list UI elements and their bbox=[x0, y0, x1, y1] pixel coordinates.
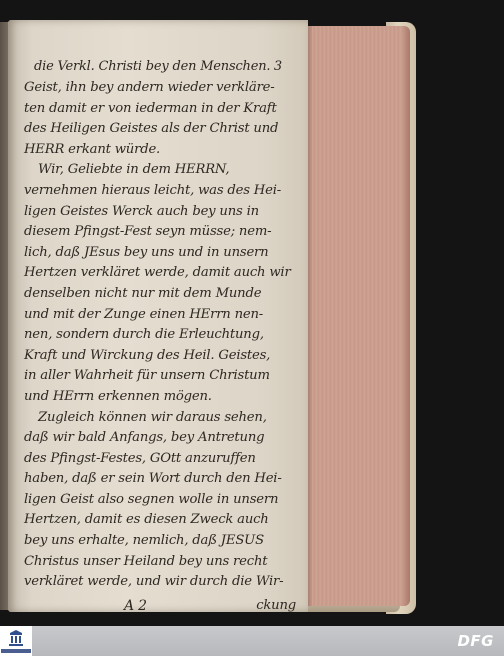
page-text-block bbox=[24, 56, 296, 617]
dfg-logo[interactable]: DFG bbox=[457, 632, 494, 650]
text-line: Geist, ihn bey andern wieder verkläre- bbox=[24, 80, 275, 95]
text-line: verkläret werde, und wir durch die Wir- bbox=[24, 574, 284, 590]
page-number: 3 bbox=[273, 59, 282, 74]
body-text bbox=[24, 78, 296, 593]
text-line: und HErrn erkennen mögen. bbox=[24, 388, 212, 404]
book-fore-edge bbox=[304, 26, 410, 606]
catchword: ckung bbox=[256, 597, 296, 613]
viewer-footer bbox=[0, 626, 504, 656]
text-line: in aller Wahrheit für unsern Christum bbox=[24, 368, 270, 384]
library-crest-icon bbox=[8, 629, 24, 647]
running-head-row bbox=[34, 56, 282, 78]
text-line: ten damit er von iederman in der Kraft bbox=[24, 100, 277, 116]
text-line: Hertzen verkläret werde, damit auch wir bbox=[24, 265, 291, 281]
text-line: des Pfingst-Festes, GOtt anzuruffen bbox=[24, 450, 256, 466]
text-line: vernehmen hieraus leicht, was des Hei- bbox=[24, 182, 281, 198]
text-line: des Heiligen Geistes als der Christ und bbox=[24, 121, 279, 137]
text-line: Wir, Geliebte in dem HERRN, bbox=[38, 162, 230, 178]
text-line: HERR erkant würde. bbox=[24, 141, 161, 157]
text-line: Zugleich können wir daraus sehen, bbox=[38, 409, 267, 425]
text-line: Christus unser Heiland bey uns recht bbox=[24, 553, 268, 569]
library-logo[interactable] bbox=[0, 626, 32, 656]
text-line: ligen Geistes Werck auch bey uns in bbox=[24, 203, 259, 219]
text-line: daß wir bald Anfangs, bey Antretung bbox=[24, 430, 265, 446]
text-line: nen, sondern durch die Erleuchtung, bbox=[24, 327, 264, 343]
library-logo-caption-bar bbox=[1, 649, 31, 653]
text-line: diesem Pfingst-Fest seyn müsse; nem- bbox=[24, 224, 272, 240]
text-line: denselben nicht nur mit dem Munde bbox=[24, 285, 262, 301]
signature-mark: A 2 bbox=[124, 597, 147, 614]
text-line: bey uns erhalte, nemlich, daß JESUS bbox=[24, 533, 264, 549]
text-line: lich, daß JEsus bey uns und in unsern bbox=[24, 244, 269, 260]
text-line: Hertzen, damit es diesen Zweck auch bbox=[24, 512, 269, 528]
page-footer-line bbox=[24, 595, 296, 617]
text-line: und mit der Zunge einen HErrn nen- bbox=[24, 306, 264, 322]
text-line: haben, daß er sein Wort durch den Hei- bbox=[24, 471, 282, 487]
text-line: Kraft und Wirckung des Heil. Geistes, bbox=[24, 347, 271, 363]
running-head: die Verkl. Christi bey den Menschen. bbox=[34, 59, 271, 74]
text-line: ligen Geist also segnen wolle in unsern bbox=[24, 491, 279, 507]
